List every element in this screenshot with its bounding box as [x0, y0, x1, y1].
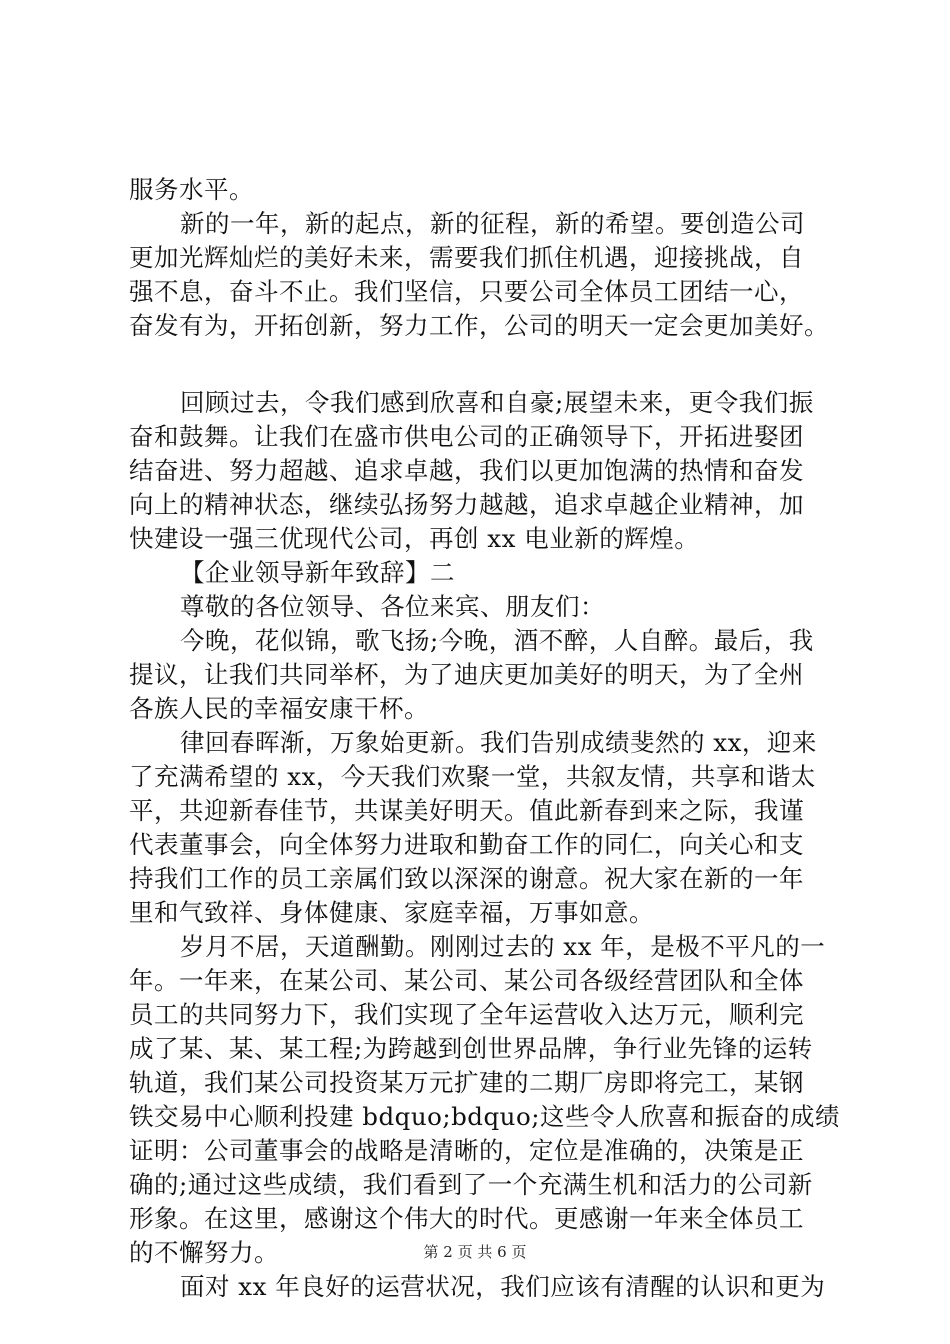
text-line: 今晚，花似锦，歌飞扬;今晚，酒不醉，人自醉。最后，我 [180, 626, 814, 655]
text-line: 的不懈努力。 [129, 1238, 279, 1267]
text-line: 快建设一强三优现代公司，再创 xx 电业新的辉煌。 [129, 524, 700, 553]
text-line: 奋发有为，开拓创新，努力工作，公司的明天一定会更加美好。 [129, 311, 829, 340]
text-line: 律回春晖渐，万象始更新。我们告别成绩斐然的 xx，迎来 [180, 728, 817, 757]
text-line: 持我们工作的员工亲属们致以深深的谢意。祝大家在新的一年 [129, 864, 804, 893]
text-line: 强不息，奋斗不止。我们坚信，只要公司全体员工团结一心， [129, 277, 804, 306]
text-line: 铁交易中心顺利投建 bdquo;bdquo;这些令人欣喜和振奋的成绩 [129, 1102, 840, 1131]
text-line: 里和气致祥、身体健康、家庭幸福，万事如意。 [129, 898, 654, 927]
text-line: 服务水平。 [129, 175, 254, 204]
section-heading: 【企业领导新年致辞】二 [180, 558, 455, 587]
text-line: 各族人民的幸福安康干杯。 [129, 694, 429, 723]
text-line: 证明：公司董事会的战略是清晰的，定位是准确的，决策是正 [129, 1136, 804, 1165]
text-line: 向上的精神状态，继续弘扬努力越越，追求卓越企业精神，加 [129, 490, 804, 519]
text-line: 平，共迎新春佳节，共谋美好明天。值此新春到来之际，我谨 [129, 796, 804, 825]
paragraph-gap [129, 343, 829, 386]
salutation: 尊敬的各位领导、各位来宾、朋友们： [180, 592, 605, 621]
text-line: 年。一年来，在某公司、某公司、某公司各级经营团队和全体 [129, 966, 804, 995]
text-line: 面对 xx 年良好的运营状况，我们应该有清醒的认识和更为 [180, 1272, 826, 1301]
page-number-footer: 第 2 页 共 6 页 [423, 1243, 527, 1261]
text-line: 回顾过去，令我们感到欣喜和自豪;展望未来，更令我们振 [180, 388, 814, 417]
document-body [129, 173, 840, 1304]
text-line: 提议，让我们共同举杯，为了迪庆更加美好的明天，为了全州 [129, 660, 804, 689]
text-line: 更加光辉灿烂的美好未来，需要我们抓住机遇，迎接挑战，自 [129, 243, 804, 272]
text-line: 员工的共同努力下，我们实现了全年运营收入达万元，顺利完 [129, 1000, 804, 1029]
text-line: 成了某、某、某工程;为跨越到创世界品牌，争行业先锋的运转 [129, 1034, 813, 1063]
text-line: 结奋进、努力超越、追求卓越，我们以更加饱满的热情和奋发 [129, 456, 804, 485]
text-line: 确的;通过这些成绩，我们看到了一个充满生机和活力的公司新 [129, 1170, 813, 1199]
text-line: 新的一年，新的起点，新的征程，新的希望。要创造公司 [180, 209, 805, 238]
text-line: 岁月不居，天道酬勤。刚刚过去的 xx 年，是极不平凡的一 [180, 932, 826, 961]
text-line: 轨道，我们某公司投资某万元扩建的二期厂房即将完工，某钢 [129, 1068, 804, 1097]
text-line: 了充满希望的 xx，今天我们欢聚一堂，共叙友情，共享和谐太 [129, 762, 816, 791]
text-line: 形象。在这里，感谢这个伟大的时代。更感谢一年来全体员工 [129, 1204, 804, 1233]
text-line: 代表董事会，向全体努力进取和勤奋工作的同仁，向关心和支 [129, 830, 804, 859]
text-line: 奋和鼓舞。让我们在盛市供电公司的正确领导下，开拓进娶团 [129, 422, 804, 451]
